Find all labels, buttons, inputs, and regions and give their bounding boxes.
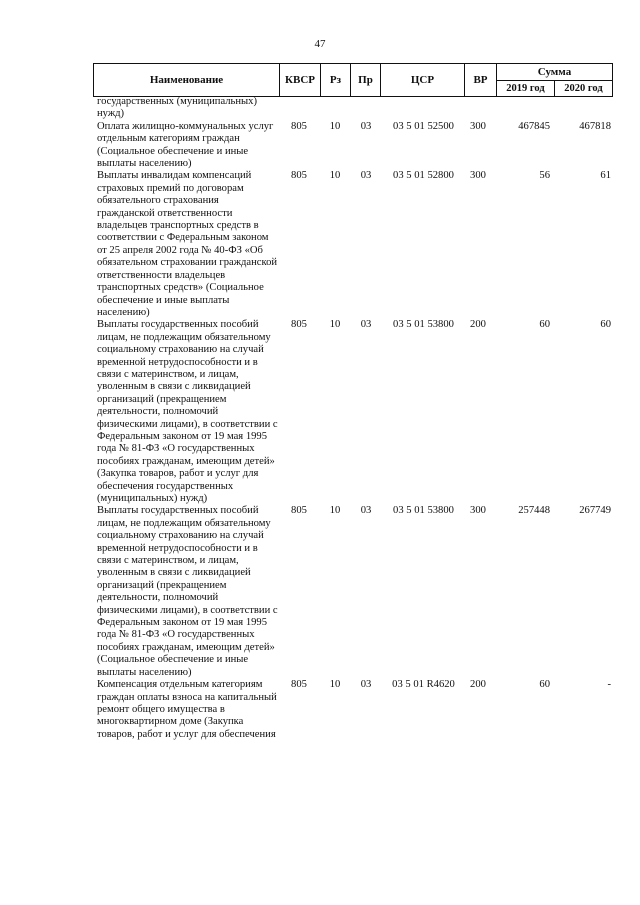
header-rz: Рз — [321, 64, 351, 96]
row-name: Выплаты государственных пособий лицам, не подлежащим обязательному социальному страхованию на случай временной нетрудоспособности и в связи с материнством, и лицам, уволенным в связи с ликвидацией организаций (прекращением деятельности, полномочий физическими лицами), в соответствии с Федеральным законом от 19 мая 1995 года № 81-ФЗ «О государственных пособиях гражданам, имеющим детей» (Социальное обеспечение и иные выплаты населению) — [97, 505, 278, 678]
row-kvsr: 805 — [291, 679, 307, 691]
row-pr: 03 — [360, 120, 372, 132]
header-csr: ЦСР — [381, 64, 465, 96]
row-vr: 300 — [470, 505, 486, 517]
table-row — [0, 319, 640, 505]
row-pr: 03 — [360, 505, 372, 517]
header-pr: Пр — [351, 64, 381, 96]
row-csr: 03 5 01 53800 — [393, 319, 454, 331]
row-name: Оплата жилищно-коммунальных услуг отдельным категориям граждан (Социальное обеспечение и иные выплаты населению) — [97, 120, 274, 170]
row-csr: 03 5 01 R4620 — [392, 679, 455, 691]
row-rz: 10 — [329, 120, 341, 132]
row-pr: 03 — [360, 679, 372, 691]
row-pr: 03 — [360, 170, 372, 182]
header-name: Наименование — [94, 64, 280, 96]
row-csr: 03 5 01 52500 — [393, 120, 454, 132]
row-sum-2019: 60 — [539, 319, 550, 331]
row-vr: 300 — [470, 120, 486, 132]
row-rz: 10 — [329, 170, 341, 182]
row-sum-2020: 61 — [600, 170, 611, 182]
row-csr: 03 5 01 53800 — [393, 505, 454, 517]
row-pr: 03 — [360, 319, 372, 331]
row-vr: 200 — [470, 679, 486, 691]
table-row — [0, 96, 640, 121]
page-number: 47 — [314, 38, 326, 50]
row-vr: 200 — [470, 319, 486, 331]
row-kvsr: 805 — [291, 170, 307, 182]
row-sum-2019: 56 — [539, 170, 550, 182]
table-row — [0, 679, 640, 741]
row-kvsr: 805 — [291, 120, 307, 132]
row-name: Выплаты государственных пособий лицам, не подлежащим обязательному социальному страхованию на случай временной нетрудоспособности и в связи с материнством, и лицам, уволенным в связи с ликвидацией организаций (прекращением деятельности, полномочий физическими лицами), в соответствии с Федеральным законом от 19 мая 1995 года № 81-ФЗ «О государственных пособиях гражданам, имеющим детей» (Закупка товаров, работ и услуг для обеспечения государственных (муниципальных) нужд) — [97, 319, 278, 504]
row-name: государственных (муниципальных) нужд) — [97, 96, 257, 120]
row-sum-2020: 267749 — [579, 505, 611, 517]
row-sum-2020: 467818 — [579, 120, 611, 132]
header-year-2019: 2019 год — [497, 80, 555, 96]
header-kvsr: КВСР — [280, 64, 321, 96]
table-row — [0, 170, 640, 319]
row-sum-2019: 467845 — [518, 120, 550, 132]
row-rz: 10 — [329, 505, 341, 517]
table-header — [93, 63, 613, 97]
row-sum-2020: - — [607, 679, 611, 691]
row-kvsr: 805 — [291, 505, 307, 517]
row-rz: 10 — [329, 319, 341, 331]
row-name: Выплаты инвалидам компенсаций страховых премий по договорам обязательного страхования гражданской ответственности владельцев транспортных средств в соответствии с Федеральным законом от 25 апреля 2002 года № 40-ФЗ «Об обязательном страховании гражданской ответственности владельцев транспортных средств» (Социальное обеспечение и иные выплаты населению) — [97, 170, 278, 318]
row-sum-2019: 60 — [539, 679, 550, 691]
header-vr: ВР — [465, 64, 497, 96]
table-row — [0, 505, 640, 679]
table-body — [0, 96, 640, 741]
row-kvsr: 805 — [291, 319, 307, 331]
row-name: Компенсация отдельным категориям граждан оплаты взноса на капитальный ремонт общего имущества в многоквартирном доме (Закупка товаров, работ и услуг для обеспечения — [97, 679, 277, 740]
header-year-2020: 2020 год — [564, 82, 603, 94]
table-row — [0, 121, 640, 171]
row-csr: 03 5 01 52800 — [393, 170, 454, 182]
row-rz: 10 — [329, 679, 341, 691]
row-vr: 300 — [470, 170, 486, 182]
header-sum: Сумма — [497, 64, 612, 81]
row-sum-2019: 257448 — [518, 505, 550, 517]
row-sum-2020: 60 — [600, 319, 611, 331]
